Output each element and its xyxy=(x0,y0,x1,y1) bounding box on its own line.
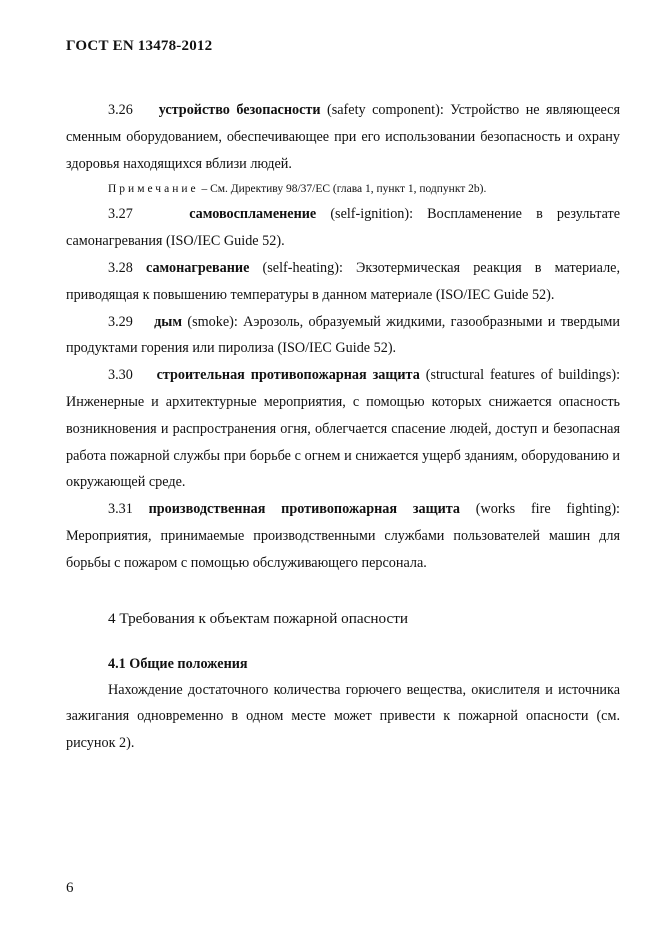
term-name: самонагревание xyxy=(145,259,250,276)
term-number: 3.30 xyxy=(108,367,133,384)
term-number: 3.29 xyxy=(108,313,133,330)
term-3-30 xyxy=(66,362,620,496)
term-definition: (self-heating): Экзотермическая реакция в материале, приводящая к повышению температуры в данном материале (ISO/IEC Guide 52). xyxy=(66,259,620,303)
term-number: 3.31 xyxy=(108,501,133,518)
term-name: устройство безопасности xyxy=(158,102,321,118)
term-definition: (smoke): Аэрозоль, образуемый жидкими, газообразными и твердыми продуктами горения или пиролиза (ISO/IEC Guide 52). xyxy=(66,313,620,357)
page-number: 6 xyxy=(66,880,74,896)
term-name: строительная противопожарная защита xyxy=(156,367,420,384)
subsection-paragraph: Нахождение достаточного количества горючего вещества, окислителя и источника зажигания одновременно в одном месте может привести к пожарной опасности (см. рисунок 2). xyxy=(66,681,620,752)
term-name: производственная противопожарная защита xyxy=(148,501,461,518)
section-title: 4 Требования к объектам пожарной опасности xyxy=(108,609,408,627)
term-number: 3.28 xyxy=(108,259,133,276)
term-3-29 xyxy=(66,309,620,363)
term-definition: (self-ignition): Воспламенение в результате самонагревания (ISO/IEC Guide 52). xyxy=(66,206,621,250)
document-header: ГОСТ EN 13478-2012 xyxy=(66,38,213,54)
term-definition: (works fire fighting): Мероприятия, принимаемые производственными службами пользователей машин для борьбы с пожаром с помощью обслуживающего персонала. xyxy=(66,501,620,571)
note xyxy=(66,177,620,201)
term-3-28 xyxy=(66,255,620,309)
term-3-31 xyxy=(66,496,620,576)
term-number: 3.26 xyxy=(108,102,133,118)
term-name: самовоспламенение xyxy=(189,206,317,223)
term-name: дым xyxy=(154,313,183,330)
term-definition: (safety component): Устройство не являющееся сменным оборудованием, обеспечивающее при его использовании безопасность и охрану здоровья находящихся вблизи людей. xyxy=(66,102,620,172)
term-definition: (structural features of buildings): Инженерные и архитектурные мероприятия, с помощью которых снижается опасность возникновения и распространения огня, облегчается спасение людей, доступ и безопасная работа пожарной службы при борьбе с огнем и снижается ущерб зданиям, оборудованию и окружающей среде. xyxy=(66,367,621,491)
document-body xyxy=(66,97,620,757)
subsection-title: 4.1 Общие положения xyxy=(108,655,248,672)
note-label: Примечание xyxy=(108,183,199,196)
term-3-26 xyxy=(66,97,620,177)
term-3-27 xyxy=(66,201,620,255)
note-text: – См. Директиву 98/37/EC (глава 1, пункт 1, подпункт 2b). xyxy=(198,183,487,196)
term-number: 3.27 xyxy=(108,206,133,223)
